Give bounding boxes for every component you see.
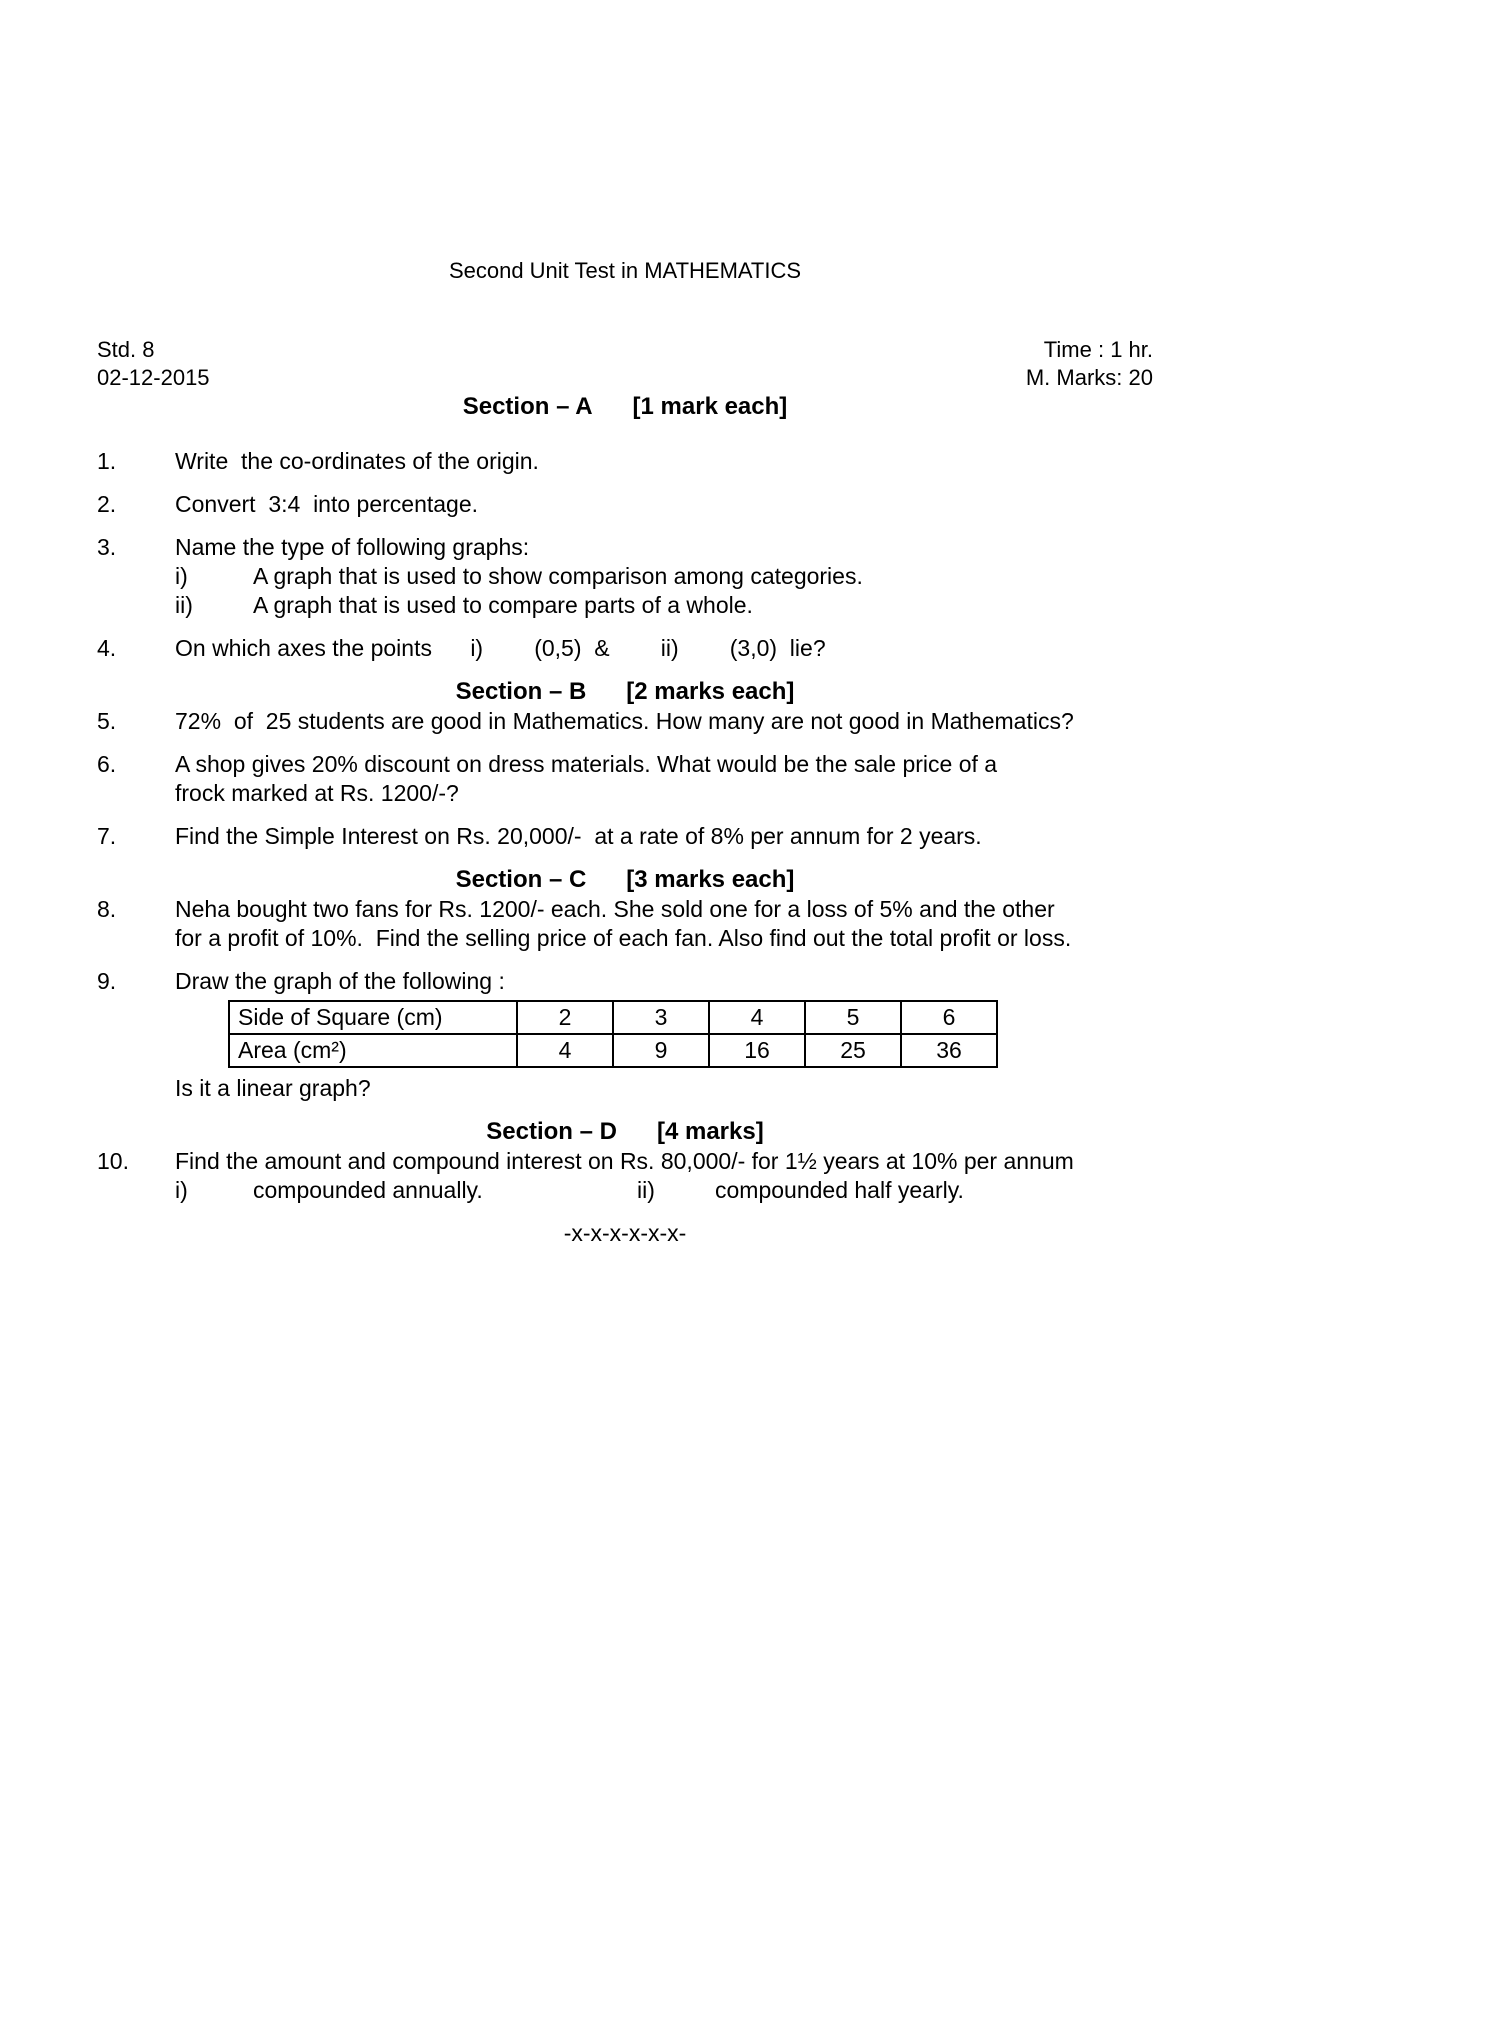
question-2-number: 2.: [97, 491, 117, 517]
question-9-after-text: Is it a linear graph?: [175, 1075, 371, 1101]
section-d-heading: [97, 1117, 1153, 1147]
question-3-sub-i: [175, 562, 1153, 591]
question-5: [97, 707, 1153, 736]
question-4-body: [175, 634, 1153, 663]
question-6-number: 6.: [97, 751, 117, 777]
sub-ii-text: compounded half yearly.: [715, 1177, 964, 1203]
sub-i-label: i): [175, 563, 188, 589]
sub-i-text: compounded annually.: [253, 1177, 483, 1203]
question-3-text: Name the type of following graphs:: [175, 534, 530, 560]
table-cell-area-2: 9: [613, 1034, 709, 1067]
sub-ii-label: ii): [637, 1177, 655, 1203]
question-6: [97, 750, 1153, 808]
question-5-text: 72% of 25 students are good in Mathematics. How many are not good in Mathematics?: [175, 708, 1074, 734]
section-a-marks: [1 mark each]: [632, 393, 788, 420]
question-5-number: 5.: [97, 708, 117, 734]
square-area-table: [228, 1000, 998, 1068]
table-cell-side-4: 5: [805, 1001, 901, 1034]
table-row-side: [229, 1001, 997, 1034]
sub-i-label: i): [175, 1177, 188, 1203]
question-6-body: [175, 750, 1153, 808]
section-a-heading: [97, 392, 1153, 422]
header-left: [97, 336, 210, 392]
question-4: [97, 634, 1153, 663]
question-7-number: 7.: [97, 823, 117, 849]
question-4-number: 4.: [97, 635, 117, 661]
table-cell-area-1: 4: [517, 1034, 613, 1067]
question-9-number: 9.: [97, 968, 117, 994]
sub-ii-label: ii): [175, 592, 193, 618]
question-10-text: Find the amount and compound interest on Rs. 80,000/- for 1½ years at 10% per annum: [175, 1148, 1074, 1174]
question-9-text: Draw the graph of the following :: [175, 968, 505, 994]
marks-label: M. Marks: 20: [1025, 365, 1153, 390]
section-c-name: Section – C: [455, 866, 587, 893]
date-label: 02-12-2015: [97, 365, 210, 390]
table-cell-area-4: 25: [805, 1034, 901, 1067]
table-cell-side-label: Side of Square (cm): [229, 1001, 517, 1034]
question-3-body: [175, 533, 1153, 620]
table-cell-area-3: 16: [709, 1034, 805, 1067]
question-7: [97, 822, 1153, 851]
header-right: [1026, 336, 1153, 392]
question-9-body: [175, 967, 1153, 1103]
table-cell-area-label: Area (cm²): [229, 1034, 517, 1067]
end-of-paper-marker: -x-x-x-x-x-x-: [563, 1220, 687, 1246]
question-2: [97, 490, 1153, 519]
question-10-body: [175, 1147, 1153, 1205]
question-2-body: [175, 490, 1153, 519]
table-cell-area-5: 36: [901, 1034, 997, 1067]
section-b-heading: [97, 677, 1153, 707]
table-cell-side-1: 2: [517, 1001, 613, 1034]
section-c-heading: [97, 865, 1153, 895]
question-8-text-line-1: Neha bought two fans for Rs. 1200/- each. She sold one for a loss of 5% and the other: [175, 896, 1055, 922]
std-label: Std. 8: [97, 337, 155, 362]
section-d-name: Section – D: [486, 1118, 617, 1145]
table-cell-side-2: 3: [613, 1001, 709, 1034]
question-10: [97, 1147, 1153, 1205]
question-1: [97, 447, 1153, 476]
question-9: [97, 967, 1153, 1103]
question-6-text-line-2: frock marked at Rs. 1200/-?: [175, 780, 459, 806]
question-7-text: Find the Simple Interest on Rs. 20,000/- at a rate of 8% per annum for 2 years.: [175, 823, 982, 849]
page-title: Second Unit Test in MATHEMATICS: [448, 258, 802, 283]
question-8-number: 8.: [97, 896, 117, 922]
question-7-body: [175, 822, 1153, 851]
question-5-body: [175, 707, 1153, 736]
question-3-sub-ii: [175, 591, 1153, 620]
question-10-number: 10.: [97, 1148, 129, 1174]
section-a-name: Section – A: [462, 393, 593, 420]
time-label: Time : 1 hr.: [1043, 337, 1153, 362]
table-cell-side-5: 6: [901, 1001, 997, 1034]
sub-i-text: A graph that is used to show comparison among categories.: [253, 563, 863, 589]
section-b-marks: [2 marks each]: [626, 678, 795, 705]
table-cell-side-3: 4: [709, 1001, 805, 1034]
section-d-marks: [4 marks]: [656, 1118, 764, 1145]
question-4-text: On which axes the points i) (0,5) & ii) (3,0) lie?: [175, 635, 826, 661]
question-1-number: 1.: [97, 448, 117, 474]
question-1-text: Write the co-ordinates of the origin.: [175, 448, 539, 474]
question-3-number: 3.: [97, 534, 117, 560]
question-3: [97, 533, 1153, 620]
sub-ii-text: A graph that is used to compare parts of a whole.: [253, 592, 753, 618]
question-8-text-line-2: for a profit of 10%. Find the selling price of each fan. Also find out the total profit or loss.: [175, 925, 1072, 951]
question-10-sub-row: [175, 1176, 1153, 1205]
question-8: [97, 895, 1153, 953]
question-1-body: [175, 447, 1153, 476]
question-2-text: Convert 3:4 into percentage.: [175, 491, 479, 517]
paper-header: [97, 336, 1153, 392]
question-6-text-line-1: A shop gives 20% discount on dress materials. What would be the sale price of a: [175, 751, 998, 777]
section-b-name: Section – B: [455, 678, 587, 705]
section-c-marks: [3 marks each]: [626, 866, 795, 893]
question-8-body: [175, 895, 1153, 953]
table-row-area: [229, 1034, 997, 1067]
